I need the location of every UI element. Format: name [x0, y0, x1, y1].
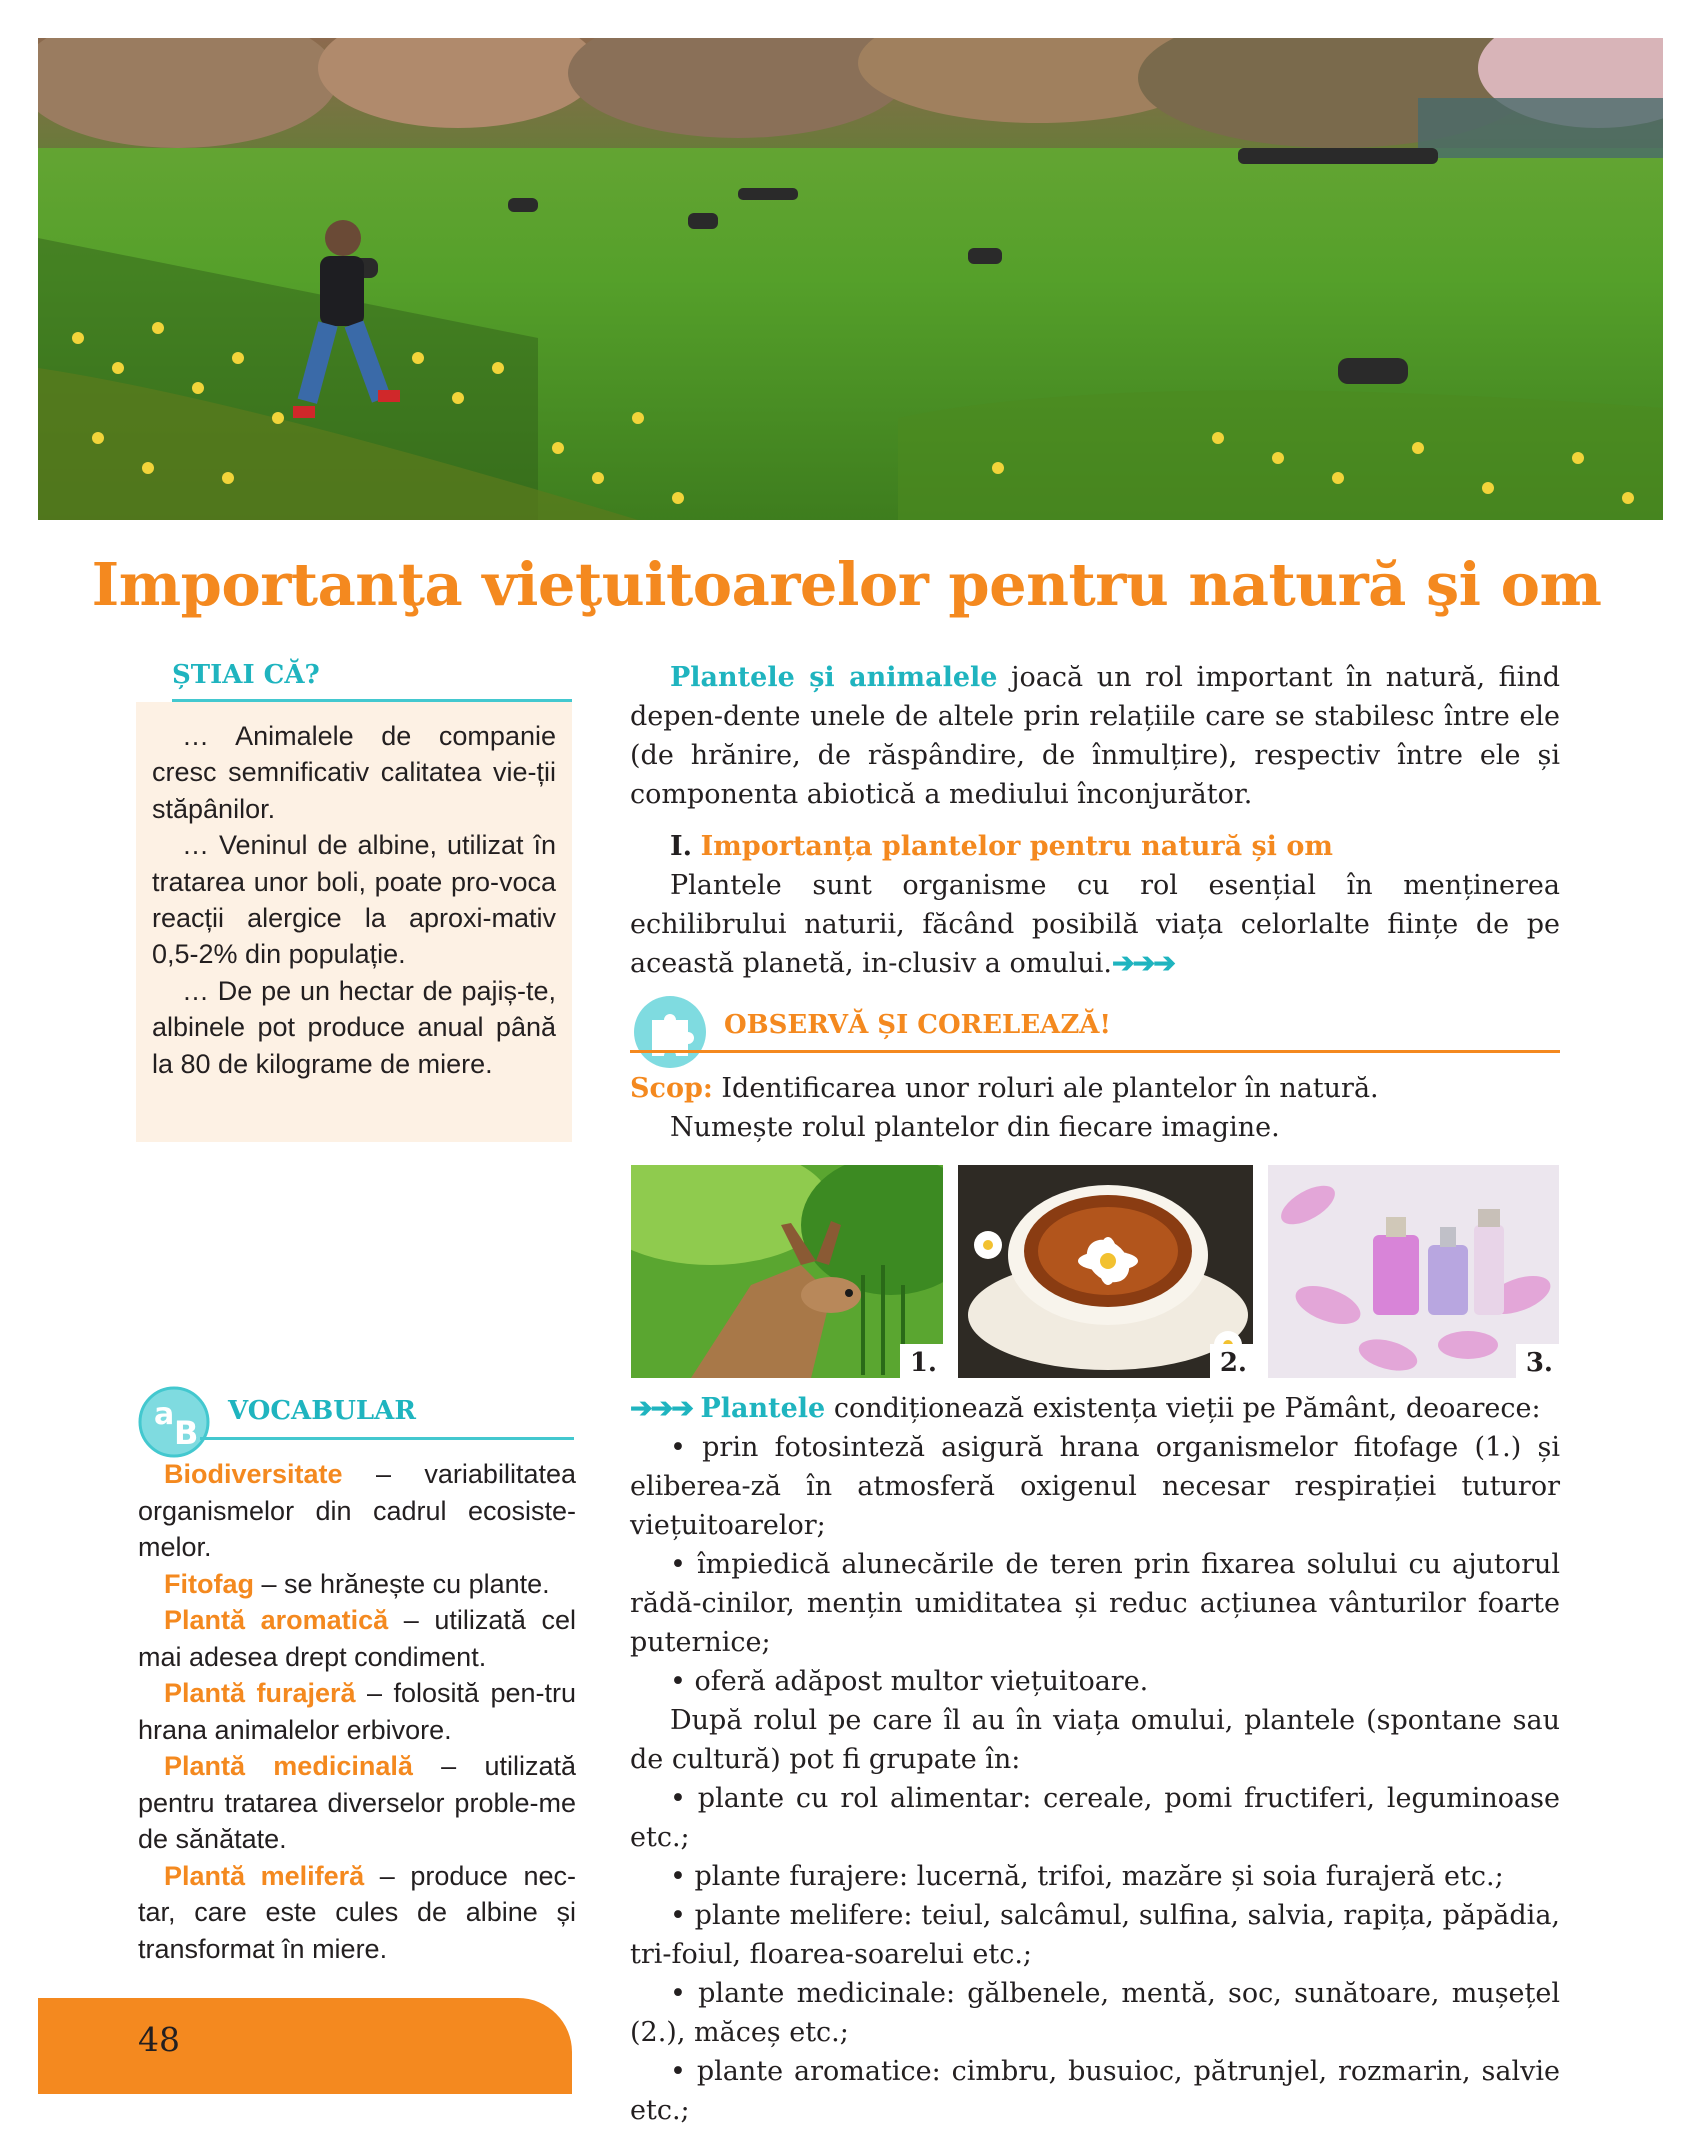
vocabulary-term: Plantă furajeră: [164, 1678, 356, 1708]
deer-eating-photo: [631, 1165, 943, 1378]
group-bullet: • plante medicinale: gălbenele, mentă, soc, sunătoare, mușețel (2.), măceș etc.;: [630, 1978, 1560, 2048]
chamomile-tea-photo: [958, 1165, 1253, 1378]
intro-text: joacă un rol important în natură, fiind depen-dente unele de altele prin relațiile care se stabilesc între ele (de hrănire, de răspândire, de înmulțire), respectiv între ele și componenta abiotică a mediului înconjurător.: [630, 662, 1561, 810]
intro-lead: Plantele și animalele: [670, 662, 998, 693]
vocabulary-definition: – utilizată cel mai adesea drept condiment.: [138, 1605, 576, 1672]
activity-rule: [630, 1050, 1560, 1053]
conclusion-text: condiționează existența vieții pe Pământ, deoarece:: [825, 1393, 1541, 1424]
svg-text:B: B: [174, 1414, 199, 1452]
activity-heading: OBSERVĂ ȘI CORELEAZĂ!: [724, 1010, 1111, 1040]
conclusion-bullet: • împiedică alunecările de teren prin fixarea solului cu ajutorul rădă-cinilor, mențin umiditatea și reduc acțiunea vânturilor foarte puternice;: [630, 1549, 1560, 1658]
page-number: 48: [138, 2020, 180, 2059]
stiai-fact: … Animalele de companie cresc semnificativ calitatea vie-ții stăpânilor.: [152, 721, 556, 824]
vocabulary-entry: [138, 1602, 576, 1675]
vocabulary-definition: – produce nec-tar, care este cules de albine și transformat în miere.: [138, 1860, 576, 1964]
conclusion-bullet: • prin fotosinteză asigură hrana organismelor fitofage (1.) și eliberea-ză în atmosferă oxigenul necesar respirației tuturor viețuitoarelor;: [630, 1432, 1560, 1541]
conclusion: [630, 1389, 1560, 2130]
stiai-text: [152, 718, 556, 1082]
page-title: Importanţa vieţuitoarelor pentru natură şi om: [91, 550, 1602, 619]
vocabulary-term: Plantă meliferă: [164, 1860, 365, 1891]
perfume-flowers-photo: [1268, 1165, 1559, 1378]
vocabulary-entry: [138, 1675, 576, 1748]
vocabulary-entry: [138, 1748, 576, 1858]
vocabulary-term: Plantă medicinală: [164, 1751, 413, 1781]
section-1-text: Plantele sunt organisme cu rol esențial în menținerea echilibrului naturii, făcând posibilă viața celorlalte ființe de pe această planetă, in-clusiv a omului.: [630, 870, 1560, 979]
group-bullet: • plante melifere: teiul, salcâmul, sulfina, salvia, rapița, păpădia, tri-foiul, floarea-soarelui etc.;: [630, 1900, 1560, 1970]
stiai-fact: … De pe un hectar de pajiș-te, albinele pot produce anual până la 80 de kilograme de miere.: [152, 975, 556, 1079]
photo-label: 1.: [900, 1344, 943, 1378]
group-bullet: • plante aromatice: cimbru, busuioc, pătrunjel, rozmarin, salvie etc.;: [630, 2056, 1560, 2126]
activity-instruction: Numește rolul plantelor din fiecare imagine.: [670, 1112, 1280, 1143]
stiai-fact: … Veninul de albine, utilizat în tratarea unor boli, poate pro-voca reacții alergice la aproxi-mativ 0,5-2% din populație.: [152, 830, 556, 970]
vocabulary-entry: [138, 1566, 576, 1603]
intro-paragraph: [630, 658, 1560, 814]
photo-label: 2.: [1210, 1344, 1253, 1378]
vocabulary-heading: VOCABULAR: [228, 1396, 416, 1426]
vocabulary-entry: [138, 1858, 576, 1968]
park-photo: [38, 38, 1663, 520]
vocabulary-term: Plantă aromatică: [164, 1605, 389, 1635]
conclusion-bullet: • oferă adăpost multor viețuitoare.: [670, 1666, 1149, 1697]
section-1-number: I.: [670, 831, 693, 862]
vocabulary-rule: [200, 1437, 574, 1440]
vocabulary-definition: – se hrănește cu plante.: [253, 1568, 550, 1599]
stiai-heading: ȘTIAI CĂ?: [172, 660, 320, 690]
arrow-icon: ➔➔➔: [630, 1393, 692, 1424]
section-1: [630, 827, 1560, 983]
vocabulary-term: Biodiversitate: [164, 1459, 343, 1489]
svg-text:a: a: [154, 1397, 175, 1432]
vocabulary-entry: [138, 1456, 576, 1566]
page-number-tab: [38, 1998, 572, 2094]
section-1-title: Importanța plantelor pentru natură și om: [700, 831, 1333, 862]
activity-text: [630, 1069, 1560, 1147]
vocabulary-term: Fitofag: [164, 1568, 254, 1599]
groups-intro: După rolul pe care îl au în viața omului, plantele (spontane sau de cultură) pot fi grupate în:: [630, 1705, 1560, 1775]
scop-label: Scop:: [630, 1073, 713, 1104]
group-bullet: • plante furajere: lucernă, trifoi, mazăre și soia furajeră etc.;: [670, 1861, 1504, 1892]
puzzle-icon: [630, 992, 712, 1072]
group-bullet: • plante cu rol alimentar: cereale, pomi fructiferi, leguminoase etc.;: [630, 1783, 1560, 1853]
scop-text: Identificarea unor roluri ale plantelor în natură.: [712, 1073, 1379, 1104]
vocabulary-definition: – variabilitatea organismelor din cadrul ecosiste-melor.: [138, 1459, 576, 1562]
photo-label: 3.: [1516, 1344, 1559, 1378]
arrow-icon: ➔➔➔: [1111, 948, 1174, 979]
vocabulary-icon: [136, 1384, 216, 1464]
vocabulary-list: [138, 1456, 576, 1967]
conclusion-lead: Plantele: [700, 1393, 826, 1424]
vocabulary-definition: – utilizată pentru tratarea diverselor proble-me de sănătate.: [138, 1751, 576, 1854]
vocabulary-definition: – folosită pen-tru hrana animalelor erbivore.: [138, 1678, 576, 1745]
